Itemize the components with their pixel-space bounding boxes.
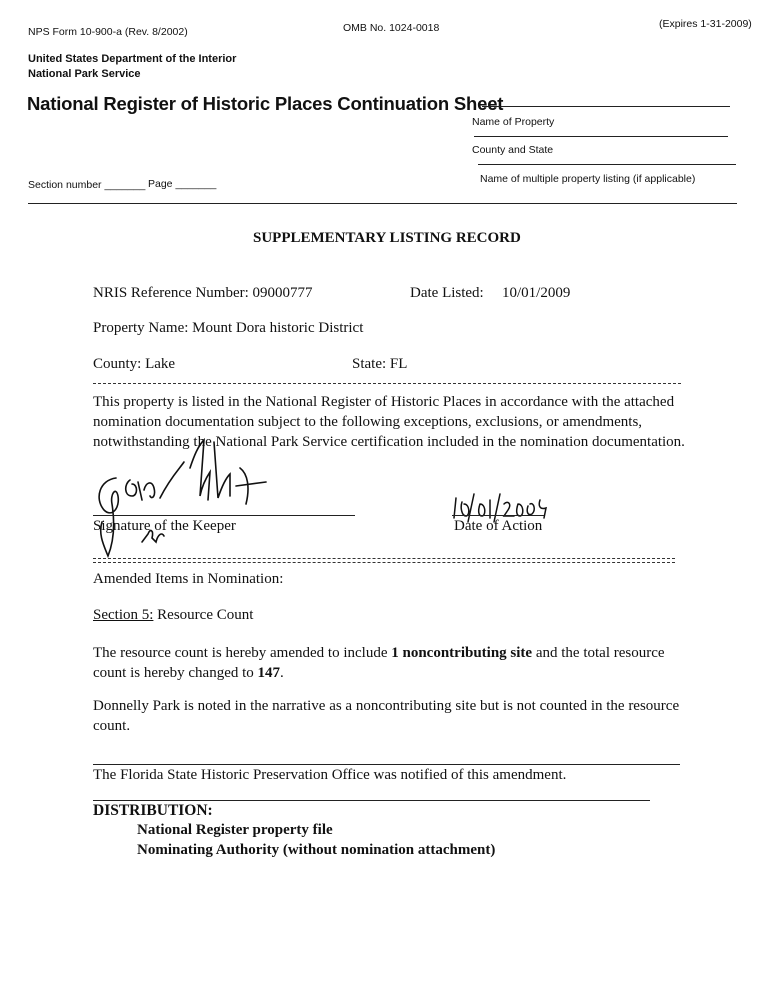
- multiple-listing-line: [478, 164, 736, 165]
- section-title: Section 5:: [93, 607, 154, 623]
- signature-line: [93, 515, 355, 516]
- keeper-signature: [90, 438, 290, 560]
- county-state-line: [474, 136, 728, 137]
- name-of-property-line: [482, 106, 730, 107]
- date-of-action-label: Date of Action: [454, 518, 543, 534]
- name-of-property-label: Name of Property: [472, 116, 555, 128]
- section-heading: [93, 607, 253, 624]
- dashed-separator: [93, 383, 681, 384]
- amended-items-heading: Amended Items in Nomination:: [93, 571, 284, 587]
- distribution-heading: DISTRIBUTION:: [93, 802, 213, 819]
- noncontributing-site-count: 1 noncontributing site: [391, 645, 533, 661]
- notification-text: The Florida State Historic Preservation Office was notified of this amendment.: [93, 767, 567, 783]
- section-subject: Resource Count: [153, 607, 254, 623]
- service-name: National Park Service: [28, 68, 141, 80]
- resource-count-paragraph: [93, 643, 693, 683]
- page-label: Page _______: [148, 178, 217, 190]
- form-number: NPS Form 10-900-a (Rev. 8/2002): [28, 26, 188, 38]
- listing-record-heading: SUPPLEMENTARY LISTING RECORD: [253, 230, 521, 246]
- nris-reference: NRIS Reference Number: 09000777: [93, 285, 313, 301]
- date-of-action-line: [452, 515, 544, 516]
- county-state-label: County and State: [472, 144, 554, 156]
- county: County: Lake: [93, 356, 176, 372]
- donnelly-park-paragraph: Donnelly Park is noted in the narrative as a noncontributing site but is not counted in the resource count.: [93, 698, 680, 734]
- resource-text-1: The resource count is hereby amended to include: [93, 645, 392, 661]
- resource-text-3: .: [280, 665, 284, 681]
- form-title: National Register of Historic Places Continuation Sheet: [27, 93, 504, 114]
- distribution-item: Nominating Authority (without nomination attachment): [137, 842, 496, 858]
- listing-statement: This property is listed in the National Register of Historic Places in accordance with the attached nomination documentation subject to the following exceptions, exclusions, or amendments, notwithstanding the National Park Service certification included in the nomination documentation.: [93, 394, 685, 450]
- section-number-label: Section number _______: [28, 179, 146, 191]
- distribution-rule: [93, 800, 650, 801]
- property-name: Property Name: Mount Dora historic District: [93, 320, 364, 336]
- date-listed-value: 10/01/2009: [502, 285, 571, 301]
- distribution-item: National Register property file: [137, 822, 333, 838]
- date-listed-label: Date Listed:: [410, 285, 484, 301]
- total-resource-count: 147: [257, 665, 281, 681]
- expiration-date: (Expires 1-31-2009): [659, 18, 752, 30]
- department-name: United States Department of the Interior: [28, 53, 237, 65]
- notification-rule: [93, 764, 680, 765]
- omb-number: OMB No. 1024-0018: [343, 22, 440, 34]
- state: State: FL: [352, 356, 408, 372]
- multiple-listing-label: Name of multiple property listing (if applicable): [480, 173, 696, 185]
- double-dashed-separator: [93, 558, 675, 563]
- resource-text-2: and the total resource count is hereby changed to: [93, 645, 665, 681]
- header-rule: [28, 203, 737, 204]
- signature-label: Signature of the Keeper: [93, 518, 236, 534]
